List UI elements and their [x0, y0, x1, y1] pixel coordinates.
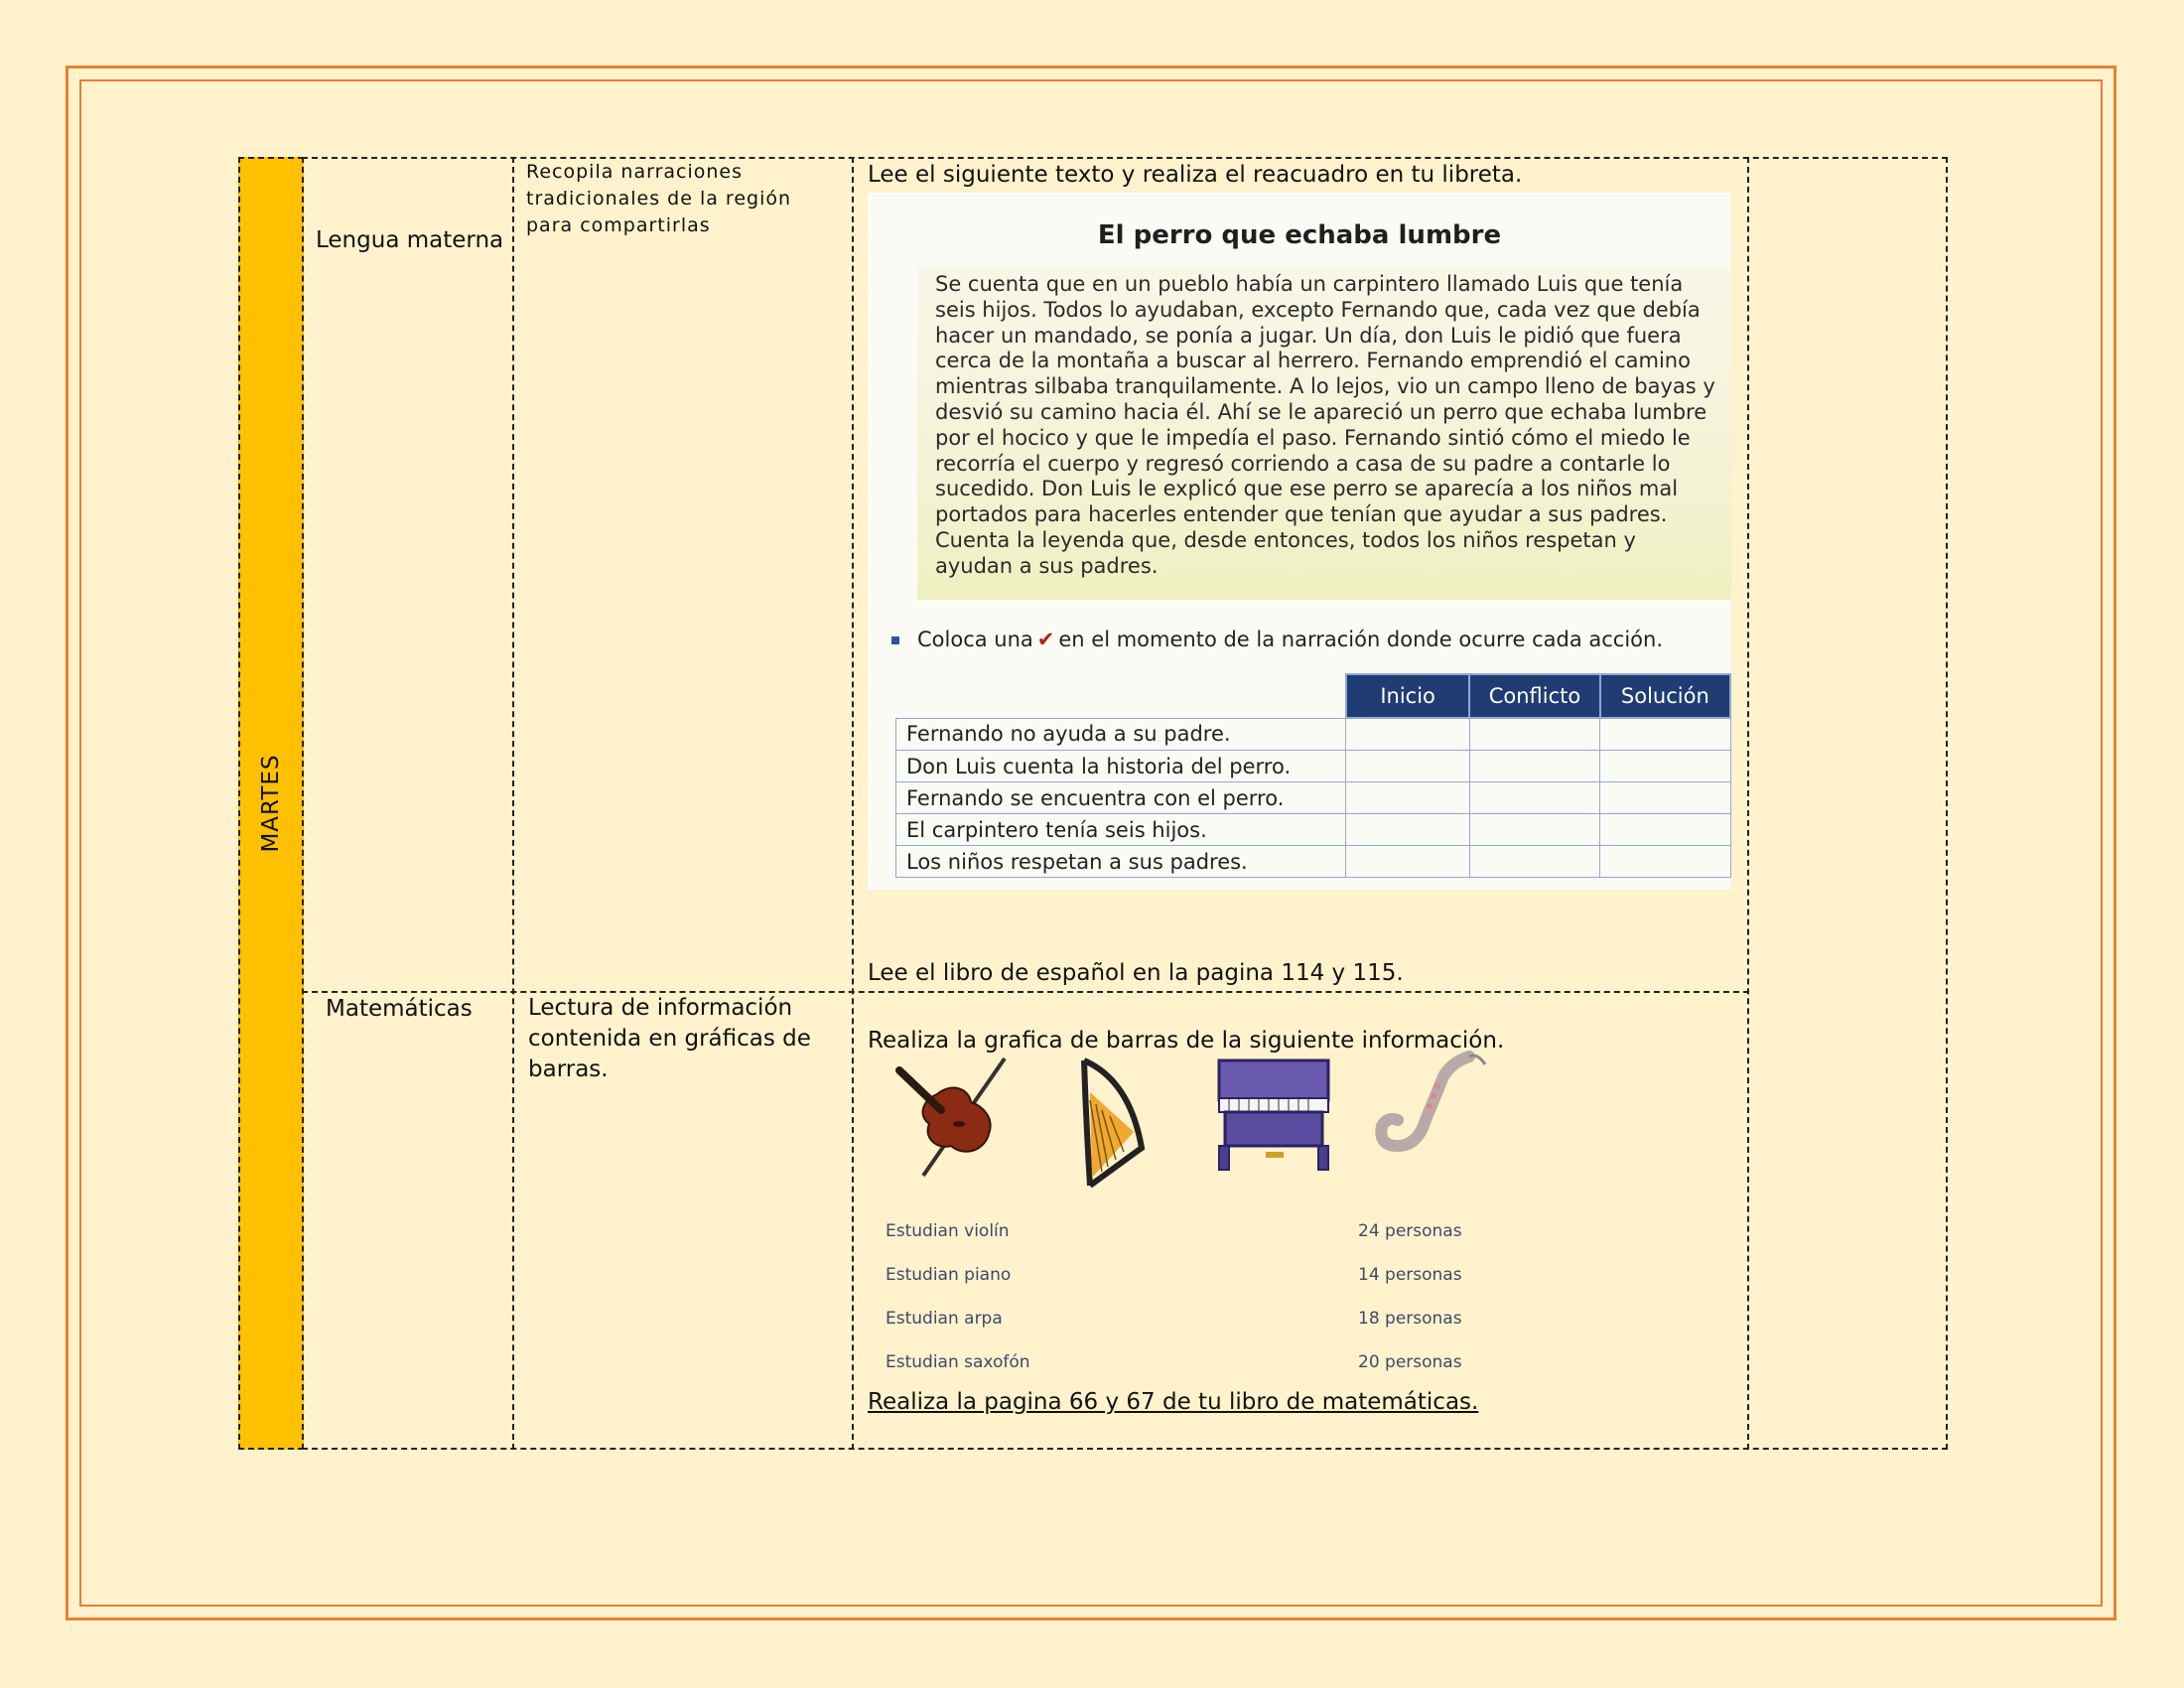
learning-lengua: Recopila narraciones tradicionales de la región para compartirlas: [526, 161, 792, 236]
data-value: 14 personas: [1358, 1265, 1462, 1285]
table-row: Los niños respetan a sus padres.: [896, 846, 1731, 878]
table-row: Don Luis cuenta la historia del perro.: [896, 751, 1731, 782]
table-row: Fernando se encuentra con el perro.: [896, 782, 1731, 814]
table-row: El carpintero tenía seis hijos.: [896, 814, 1731, 846]
activity-instruction: [891, 628, 1663, 651]
data-label: Estudian saxofón: [886, 1352, 1030, 1372]
activity-table: [895, 673, 1731, 878]
book-reference-matematicas: Realiza la pagina 66 y 67 de tu libro de matemáticas.: [868, 1389, 1479, 1415]
book-reference-lengua: Lee el libro de español en la pagina 114 y 115.: [868, 960, 1404, 986]
row-divider: [302, 991, 1749, 993]
day-label: MARTES: [258, 754, 284, 853]
day-column: [238, 157, 304, 1450]
column-divider: [1747, 157, 1749, 1450]
instruction-part1: Coloca una: [917, 628, 1033, 651]
story-text: Se cuenta que en un pueblo había un carpintero llamado Luis que tenía seis hijos. Todos lo ayudaban, excepto Fernando que, cada vez que debía hacer un mandado, se ponía a jugar. Un día, don Luis le pidió que fuera cerca de la montaña a buscar al herrero. Fernando emprendió el camino mientras silbaba tranquilamente. A lo lejos, vio un campo lleno de bayas y desvió su camino hacia él. Ahí se le apareció un perro que echaba lumbre por el hocico y que le impedía el paso. Fernando sintió cómo el miedo le recorría el cuerpo y regresó corriendo a casa de su padre a contarle lo sucedido. Don Luis le explicó que ese perro se aparecía a los niños mal portados para hacerles entender que tenían que ayudar a sus padres. Cuenta la leyenda que, desde entonces, todos los niños respetan y ayudan a sus padres.: [935, 272, 1715, 578]
data-label: Estudian piano: [886, 1265, 1012, 1285]
bullet-icon: [891, 636, 899, 644]
column-divider: [512, 157, 514, 1450]
instruction-matematicas: Realiza la grafica de barras de la siguiente información.: [868, 1028, 1505, 1054]
subject-matematicas: Matemáticas: [326, 996, 473, 1022]
learning-matematicas: Lectura de información contenida en gráficas de barras.: [528, 995, 811, 1082]
instruction-part2: en el momento de la narración donde ocurre cada acción.: [1058, 628, 1664, 651]
data-value: 24 personas: [1358, 1221, 1462, 1241]
column-header: Solución: [1600, 674, 1730, 718]
book-excerpt: [868, 193, 1731, 890]
saxophone-icon: [1370, 1051, 1489, 1160]
violin-icon: [893, 1055, 1023, 1184]
checkmark-icon: ✔: [1036, 628, 1055, 651]
story-title: El perro que echaba lumbre: [1097, 220, 1502, 250]
data-label: Estudian violín: [886, 1221, 1010, 1241]
column-divider: [852, 157, 854, 1450]
table-row: Fernando no ayuda a su padre.: [896, 718, 1731, 751]
column-header: Inicio: [1346, 674, 1469, 718]
subject-lengua: Lengua materna: [316, 227, 504, 253]
piano-icon: [1211, 1053, 1335, 1172]
harp-icon: [1072, 1053, 1152, 1192]
data-value: 18 personas: [1358, 1309, 1462, 1329]
instruction-lengua: Lee el siguiente texto y realiza el reacuadro en tu libreta.: [868, 162, 1523, 188]
data-label: Estudian arpa: [886, 1309, 1003, 1329]
data-value: 20 personas: [1358, 1352, 1462, 1372]
column-header: Conflicto: [1469, 674, 1599, 718]
